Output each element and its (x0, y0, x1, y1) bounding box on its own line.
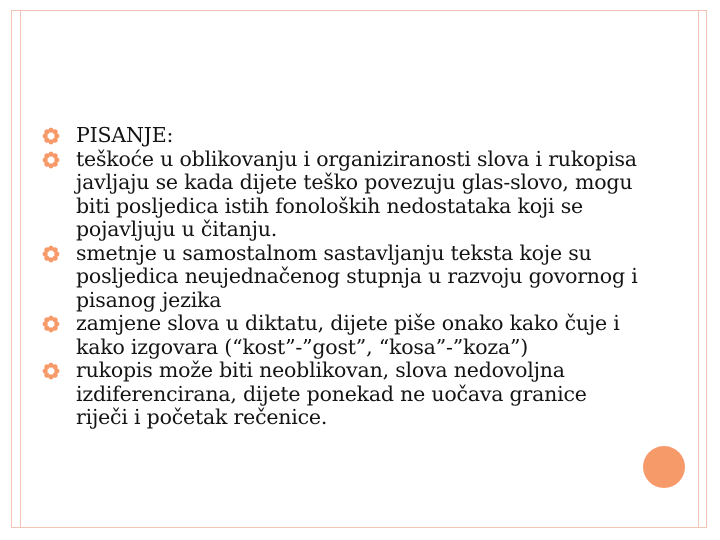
accent-circle (643, 446, 685, 488)
bullet-list (40, 124, 640, 430)
bullet-text: rukopis može biti neoblikovan, slova nedovoljna izdiferencirana, dijete ponekad ne uočava granice riječi i početak rečenice. (76, 358, 587, 429)
bullet-item (40, 124, 640, 148)
sunflower-bullet-icon (42, 245, 60, 263)
bullet-item (40, 242, 640, 313)
sunflower-bullet-icon (42, 362, 60, 380)
sunflower-bullet-icon (42, 151, 60, 169)
bullet-text: teškoće u oblikovanju i organiziranosti slova i rukopisa javljaju se kada dijete teško povezuju glas-slovo, mogu biti posljedica istih fonoloških nedostataka koji se pojavljuju u čitanju. (76, 146, 637, 241)
bullet-item (40, 312, 640, 359)
sunflower-bullet-icon (42, 315, 60, 333)
sunflower-bullet-icon (42, 127, 60, 145)
bullet-text: zamjene slova u diktatu, dijete piše onako kako čuje i kako izgovara (“kost”-”gost”, “kosa”-”koza”) (76, 311, 620, 359)
bullet-item (40, 359, 640, 430)
frame-rule-right (698, 10, 699, 528)
bullet-item (40, 148, 640, 242)
frame-rule-left (20, 10, 21, 528)
bullet-text: smetnje u samostalnom sastavljanju teksta koje su posljedica neujednačenog stupnja u razvoju govornog i pisanog jezika (76, 240, 638, 312)
bullet-text: PISANJE: (76, 123, 174, 147)
